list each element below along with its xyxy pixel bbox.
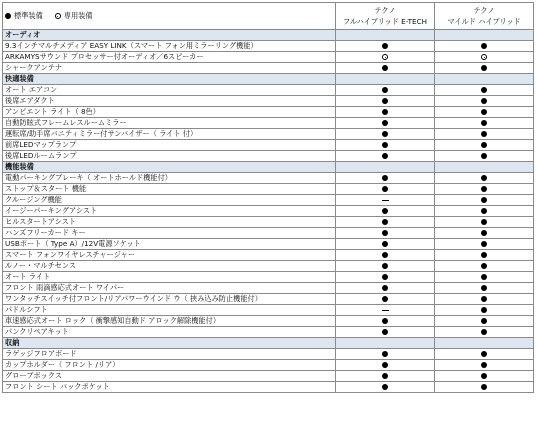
full-hybrid-availability-cell [336, 360, 435, 371]
table-row [3, 129, 534, 140]
mild-hybrid-availability-cell [435, 283, 534, 294]
mild-hybrid-availability-cell [435, 107, 534, 118]
standard-equipment-icon [382, 263, 388, 269]
table-row [3, 305, 534, 316]
table-row [3, 228, 534, 239]
equipment-table [2, 2, 534, 393]
standard-equipment-icon [481, 87, 487, 93]
mild-hybrid-availability-cell [435, 261, 534, 272]
section-header-empty-cell [435, 30, 534, 41]
standard-equipment-icon [481, 373, 487, 379]
full-hybrid-availability-cell [336, 52, 435, 63]
mild-hybrid-availability-cell [435, 129, 534, 140]
standard-equipment-icon [481, 351, 487, 357]
full-hybrid-availability-cell [336, 272, 435, 283]
standard-equipment-icon [481, 263, 487, 269]
standard-equipment-icon [382, 241, 388, 247]
section-header-empty-cell [336, 338, 435, 349]
table-row [3, 96, 534, 107]
standard-equipment-icon [382, 362, 388, 368]
table-row [3, 195, 534, 206]
mild-hybrid-availability-cell [435, 41, 534, 52]
feature-label: シャークアンテナ [3, 63, 336, 74]
standard-equipment-icon [382, 384, 388, 390]
spec-table-container [2, 2, 533, 393]
standard-equipment-icon [481, 274, 487, 280]
table-row [3, 118, 534, 129]
table-row [3, 261, 534, 272]
standard-equipment-icon [481, 252, 487, 258]
mild-hybrid-availability-cell [435, 96, 534, 107]
mild-hybrid-availability-cell [435, 151, 534, 162]
standard-equipment-icon [382, 296, 388, 302]
standard-equipment-icon [481, 285, 487, 291]
feature-label: 9.3インチマルチメディア EASY LINK（スマート フォン用ミラーリング機能） [3, 41, 336, 52]
table-row [3, 173, 534, 184]
table-row [3, 272, 534, 283]
standard-equipment-icon [382, 219, 388, 225]
feature-label: フロント 雨滴感応式オート ワイパー [3, 283, 336, 294]
mild-hybrid-availability-cell [435, 239, 534, 250]
standard-equipment-icon [481, 296, 487, 302]
table-row [3, 107, 534, 118]
full-hybrid-availability-cell [336, 217, 435, 228]
mild-hybrid-availability-cell [435, 184, 534, 195]
mild-hybrid-availability-cell [435, 294, 534, 305]
dedicated-equipment-icon [55, 13, 61, 19]
table-row [3, 140, 534, 151]
standard-equipment-icon [481, 307, 487, 313]
standard-equipment-icon [481, 186, 487, 192]
feature-label: ラゲッジフロアボード [3, 349, 336, 360]
mild-hybrid-availability-cell [435, 195, 534, 206]
dedicated-equipment-icon [382, 54, 388, 60]
table-row [3, 85, 534, 96]
standard-equipment-icon [382, 98, 388, 104]
mild-hybrid-availability-cell [435, 206, 534, 217]
mild-hybrid-availability-cell [435, 349, 534, 360]
table-row [3, 382, 534, 393]
table-row [3, 250, 534, 261]
not-available-dash-icon [382, 200, 389, 201]
standard-equipment-icon [382, 87, 388, 93]
standard-equipment-icon [382, 373, 388, 379]
standard-equipment-icon [481, 241, 487, 247]
table-row [3, 327, 534, 338]
feature-label: 後席LEDルームランプ [3, 151, 336, 162]
full-hybrid-availability-cell [336, 173, 435, 184]
table-row [3, 360, 534, 371]
table-row [3, 316, 534, 327]
standard-equipment-icon [481, 131, 487, 137]
feature-label: オート エアコン [3, 85, 336, 96]
grade-name: テクノ [473, 6, 495, 15]
standard-equipment-icon [382, 153, 388, 159]
grade-header-mild-hybrid [435, 3, 534, 30]
not-available-dash-icon [382, 310, 389, 311]
section-header-row [3, 338, 534, 349]
full-hybrid-availability-cell [336, 184, 435, 195]
standard-equipment-icon [481, 142, 487, 148]
header-row [3, 3, 534, 30]
full-hybrid-availability-cell [336, 41, 435, 52]
mild-hybrid-availability-cell [435, 228, 534, 239]
full-hybrid-availability-cell [336, 107, 435, 118]
table-row [3, 63, 534, 74]
section-header-empty-cell [336, 30, 435, 41]
feature-label: ワンタッチスイッチ付フロント/リアパワーウインド ウ（ 挟み込み防止機能付） [3, 294, 336, 305]
mild-hybrid-availability-cell [435, 382, 534, 393]
full-hybrid-availability-cell [336, 85, 435, 96]
feature-label: クルージング機能 [3, 195, 336, 206]
full-hybrid-availability-cell [336, 239, 435, 250]
standard-equipment-icon [382, 252, 388, 258]
standard-equipment-icon [5, 13, 11, 19]
mild-hybrid-availability-cell [435, 305, 534, 316]
table-row [3, 217, 534, 228]
full-hybrid-availability-cell [336, 96, 435, 107]
feature-label: ハンズフリーカード キー [3, 228, 336, 239]
feature-label: 後席エアダクト [3, 96, 336, 107]
standard-equipment-icon [382, 175, 388, 181]
section-header-empty-cell [435, 74, 534, 85]
full-hybrid-availability-cell [336, 283, 435, 294]
feature-label: ARKAMYSサウンド プロセッサー付オーディオ／6スピーカー [3, 52, 336, 63]
full-hybrid-availability-cell [336, 305, 435, 316]
full-hybrid-availability-cell [336, 327, 435, 338]
dedicated-equipment-label: 専用装備 [63, 11, 93, 20]
grade-powertrain: フルハイブリッド E-TECH [342, 17, 428, 26]
standard-equipment-icon [382, 142, 388, 148]
feature-label: 電動パーキングブレーキ（ オートホールド機能付） [3, 173, 336, 184]
full-hybrid-availability-cell [336, 261, 435, 272]
feature-label: フロント シート バックポケット [3, 382, 336, 393]
feature-label: 運転席/助手席バニティミラー付サンバイザー（ ライト 付） [3, 129, 336, 140]
mild-hybrid-availability-cell [435, 63, 534, 74]
feature-label: イージーパーキングアシスト [3, 206, 336, 217]
feature-label: パドルシフト [3, 305, 336, 316]
standard-equipment-icon [481, 208, 487, 214]
mild-hybrid-availability-cell [435, 118, 534, 129]
feature-label: アンビエント ライト（ 8色） [3, 107, 336, 118]
full-hybrid-availability-cell [336, 140, 435, 151]
standard-equipment-icon [481, 43, 487, 49]
standard-equipment-icon [382, 329, 388, 335]
standard-equipment-icon [481, 197, 487, 203]
full-hybrid-availability-cell [336, 63, 435, 74]
table-row [3, 371, 534, 382]
table-row [3, 349, 534, 360]
full-hybrid-availability-cell [336, 151, 435, 162]
standard-equipment-icon [382, 109, 388, 115]
full-hybrid-availability-cell [336, 195, 435, 206]
standard-equipment-icon [382, 351, 388, 357]
full-hybrid-availability-cell [336, 371, 435, 382]
section-title: 収納 [3, 338, 336, 349]
feature-label: 自動防眩式フレームレスルームミラー [3, 118, 336, 129]
grade-header-full-hybrid [336, 3, 435, 30]
section-title: 快適装備 [3, 74, 336, 85]
standard-equipment-icon [481, 362, 487, 368]
mild-hybrid-availability-cell [435, 250, 534, 261]
table-row [3, 52, 534, 63]
standard-equipment-icon [481, 318, 487, 324]
mild-hybrid-availability-cell [435, 217, 534, 228]
full-hybrid-availability-cell [336, 316, 435, 327]
full-hybrid-availability-cell [336, 206, 435, 217]
feature-label: グローブボックス [3, 371, 336, 382]
standard-equipment-icon [481, 98, 487, 104]
full-hybrid-availability-cell [336, 294, 435, 305]
grade-name: テクノ [374, 6, 396, 15]
feature-label: ストップ＆スタート 機能 [3, 184, 336, 195]
table-row [3, 151, 534, 162]
section-header-empty-cell [336, 162, 435, 173]
standard-equipment-icon [382, 131, 388, 137]
mild-hybrid-availability-cell [435, 316, 534, 327]
section-header-empty-cell [435, 338, 534, 349]
mild-hybrid-availability-cell [435, 173, 534, 184]
mild-hybrid-availability-cell [435, 52, 534, 63]
feature-label: オート ライト [3, 272, 336, 283]
full-hybrid-availability-cell [336, 118, 435, 129]
full-hybrid-availability-cell [336, 250, 435, 261]
full-hybrid-availability-cell [336, 382, 435, 393]
table-row [3, 239, 534, 250]
mild-hybrid-availability-cell [435, 272, 534, 283]
standard-equipment-icon [382, 120, 388, 126]
section-header-row [3, 162, 534, 173]
standard-equipment-icon [481, 120, 487, 126]
standard-equipment-icon [382, 274, 388, 280]
standard-equipment-icon [382, 285, 388, 291]
standard-equipment-icon [481, 65, 487, 71]
full-hybrid-availability-cell [336, 349, 435, 360]
standard-equipment-icon [382, 186, 388, 192]
standard-equipment-icon [481, 230, 487, 236]
section-header-row [3, 74, 534, 85]
feature-label: パンクリペアキット [3, 327, 336, 338]
mild-hybrid-availability-cell [435, 371, 534, 382]
table-row [3, 41, 534, 52]
feature-label: ルノー・マルチセンス [3, 261, 336, 272]
mild-hybrid-availability-cell [435, 85, 534, 96]
standard-equipment-icon [481, 175, 487, 181]
standard-equipment-icon [382, 230, 388, 236]
standard-equipment-icon [382, 65, 388, 71]
standard-equipment-icon [481, 384, 487, 390]
standard-equipment-label: 標準装備 [14, 11, 43, 20]
standard-equipment-icon [481, 329, 487, 335]
standard-equipment-icon [481, 219, 487, 225]
table-row [3, 184, 534, 195]
grade-powertrain: マイルド ハイブリッド [447, 17, 521, 26]
section-title: 機能装備 [3, 162, 336, 173]
section-title: オーディオ [3, 30, 336, 41]
feature-label: ヒルスタートアシスト [3, 217, 336, 228]
section-header-empty-cell [435, 162, 534, 173]
full-hybrid-availability-cell [336, 228, 435, 239]
feature-label: 車速感応式オート ロック（ 衝撃感知自動ド アロック解除機能付） [3, 316, 336, 327]
mild-hybrid-availability-cell [435, 327, 534, 338]
dedicated-equipment-icon [481, 54, 487, 60]
feature-label: スマート フォンワイヤレスチャージャー [3, 250, 336, 261]
feature-label: USBポート（ Type A）/12V電源ソケット [3, 239, 336, 250]
mild-hybrid-availability-cell [435, 360, 534, 371]
feature-label: 前席LEDマップランプ [3, 140, 336, 151]
standard-equipment-icon [481, 109, 487, 115]
standard-equipment-icon [382, 208, 388, 214]
table-row [3, 294, 534, 305]
section-header-empty-cell [336, 74, 435, 85]
table-row [3, 283, 534, 294]
full-hybrid-availability-cell [336, 129, 435, 140]
standard-equipment-icon [382, 318, 388, 324]
standard-equipment-icon [382, 43, 388, 49]
mild-hybrid-availability-cell [435, 140, 534, 151]
legend-cell [3, 3, 336, 30]
feature-label: カップホルダー（ フロント /リア） [3, 360, 336, 371]
section-header-row [3, 30, 534, 41]
table-row [3, 206, 534, 217]
standard-equipment-icon [481, 153, 487, 159]
